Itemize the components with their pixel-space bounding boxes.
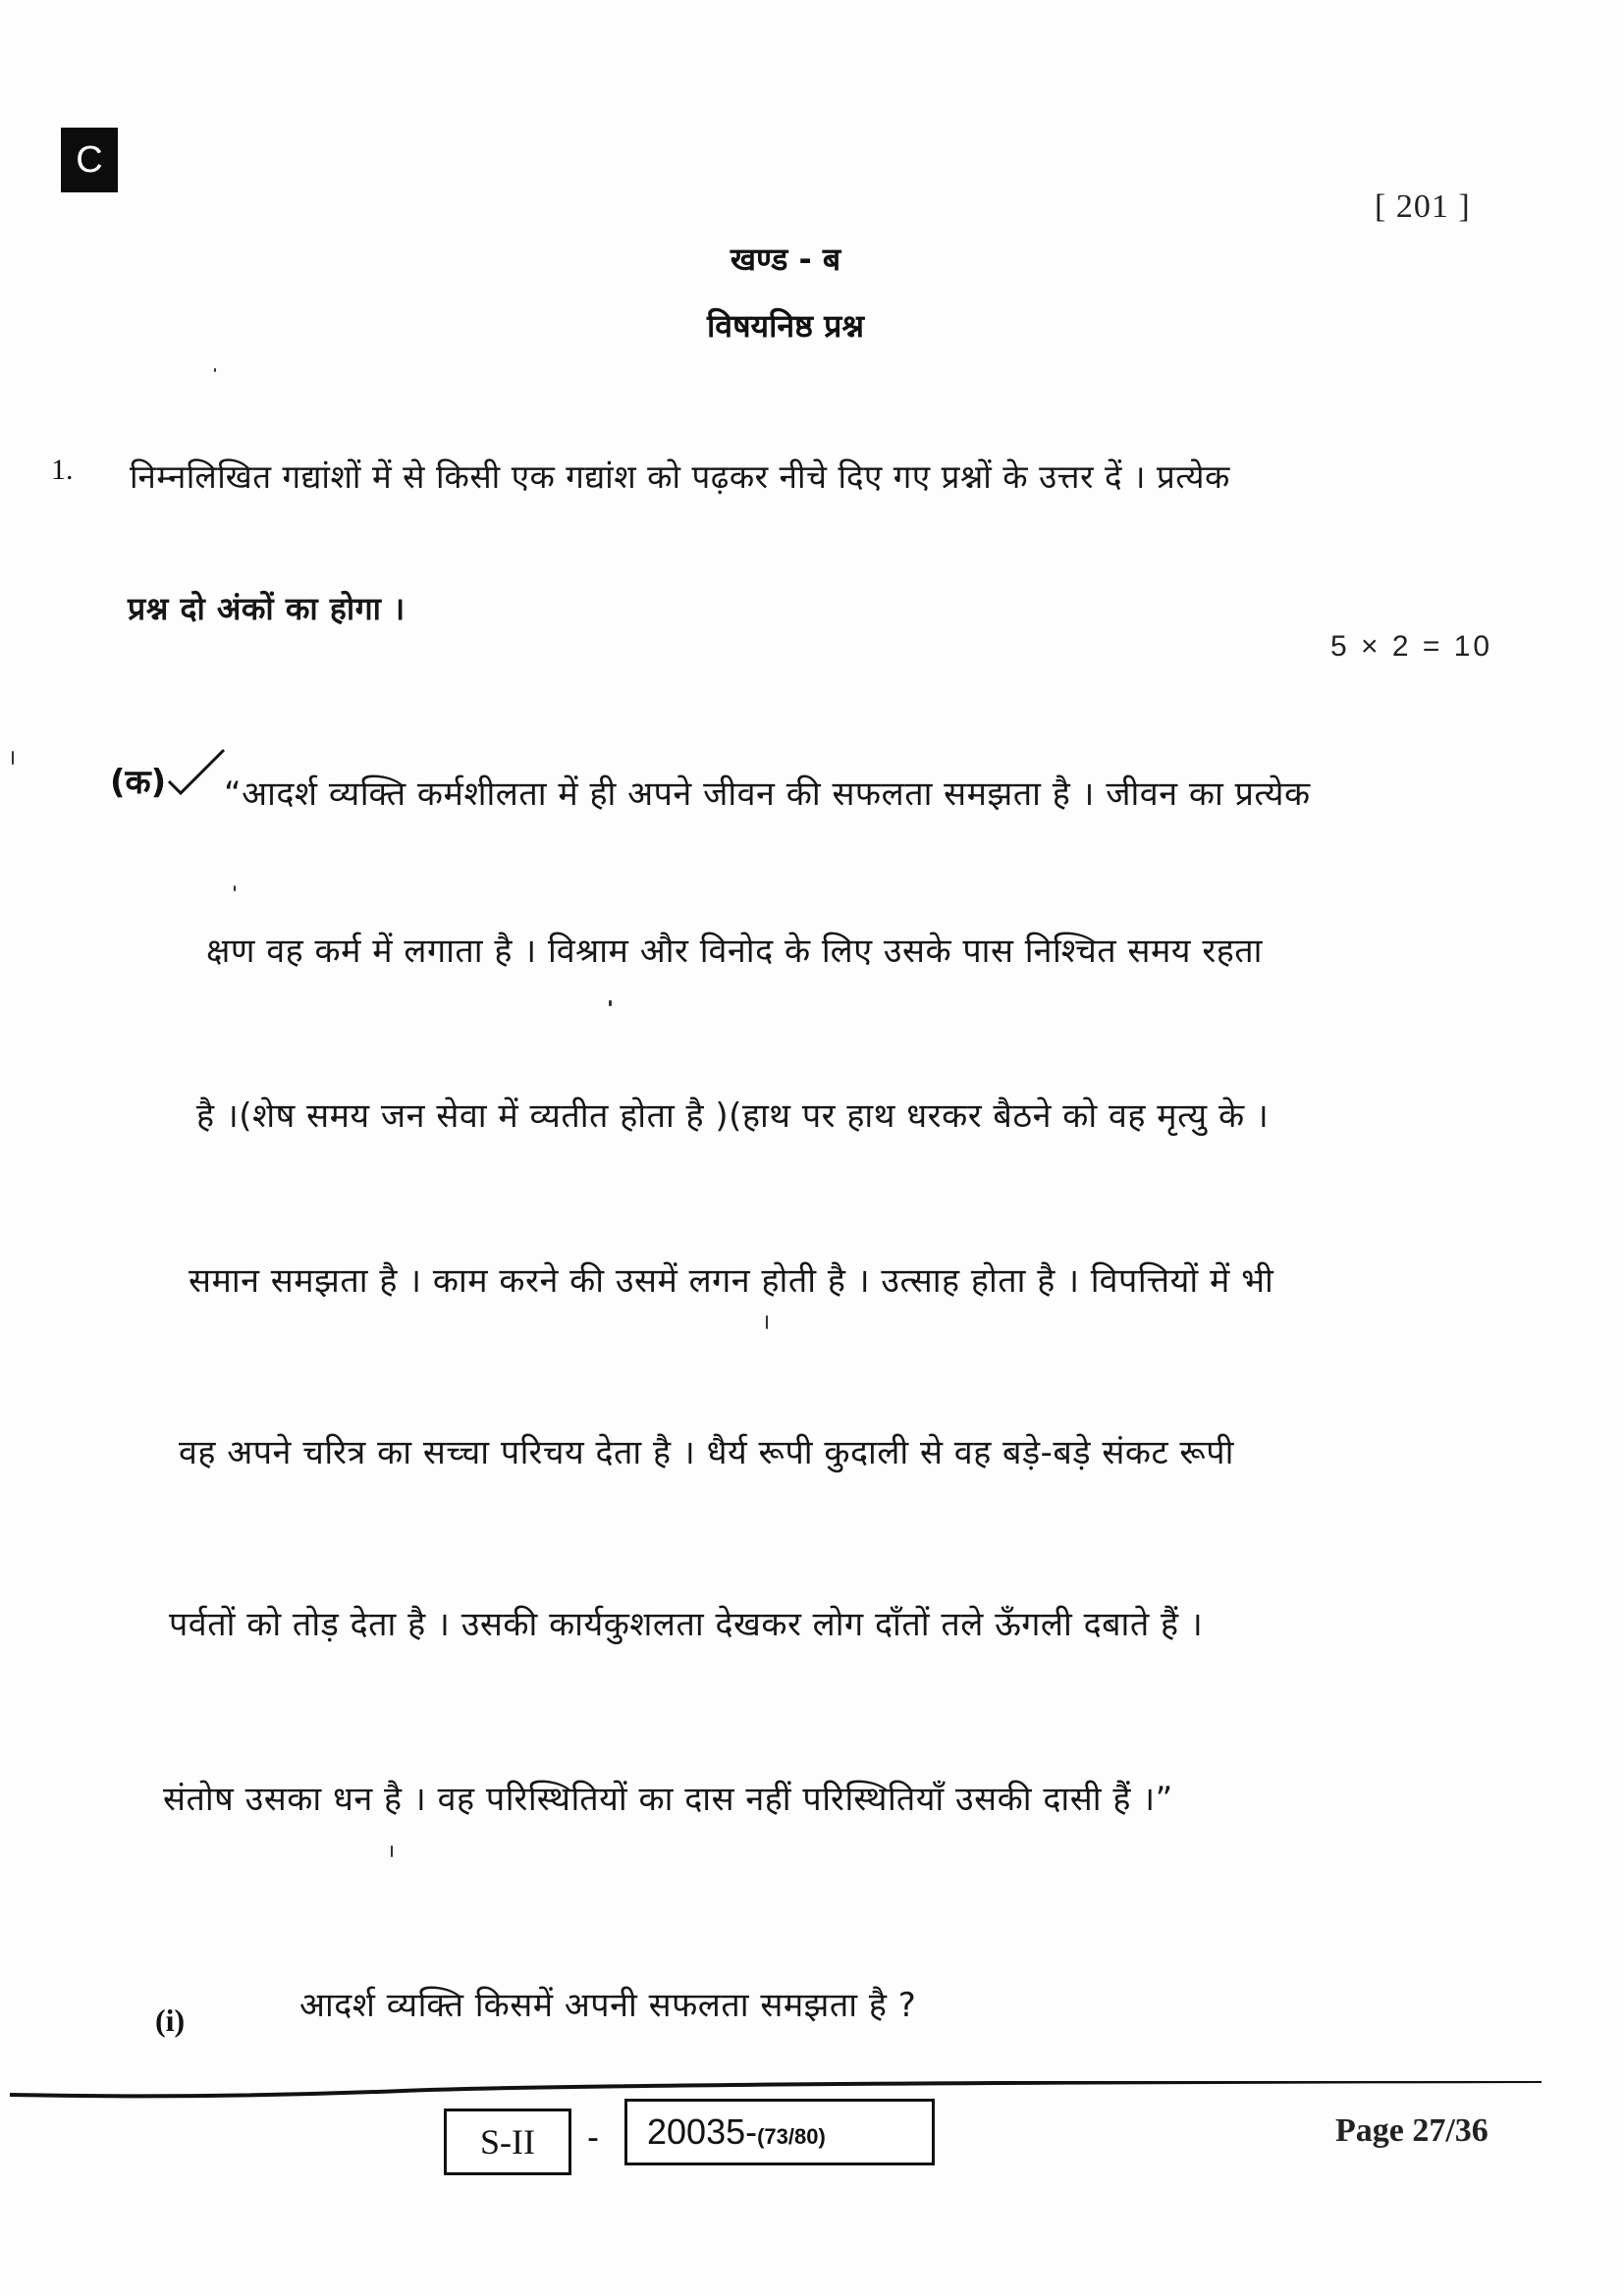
scan-speck	[12, 751, 14, 765]
section-subtitle: विषयनिष्ठ प्रश्न	[706, 307, 864, 345]
option-label-ka: (क)	[110, 763, 167, 802]
question-number: 1.	[51, 454, 74, 486]
check-mark-icon	[167, 748, 226, 797]
passage-line-1: “आदर्श व्यक्ति कर्मशीलता में ही अपने जीवन की सफलता समझता है । जीवन का प्रत्येक	[224, 774, 1311, 814]
instruction-line-2: प्रश्न दो अंकों का होगा ।	[128, 590, 406, 627]
paper-code-sub: (73/80)	[757, 2124, 826, 2149]
passage-line-5: वह अपने चरित्र का सच्चा परिचय देता है । धैर्य रूपी कुदाली से वह बड़े-बड़े संकट रूपी	[179, 1433, 1234, 1472]
series-box: S-II	[444, 2109, 571, 2175]
paper-code: [ 201 ]	[1375, 188, 1471, 225]
marks-allocation: 5 × 2 = 10	[1330, 630, 1493, 663]
passage-line-7: संतोष उसका धन है । वह परिस्थितियों का दास नहीं परिस्थितियाँ उसकी दासी हैं ।”	[163, 1780, 1173, 1819]
sub-question-text: आदर्श व्यक्ति किसमें अपनी सफलता समझता है ?	[299, 1986, 917, 2025]
scan-speck	[766, 1315, 768, 1329]
instruction-line-1: निम्नलिखित गद्यांशों में से किसी एक गद्यांश को पढ़कर नीचे दिए गए प्रश्नों के उत्तर दें । प्रत्येक	[130, 457, 1230, 496]
scan-speck	[609, 1000, 612, 1006]
paper-code-main: 20035-	[647, 2111, 758, 2152]
passage-line-2: क्षण वह कर्म में लगाता है । विश्राम और विनोद के लिए उसके पास निश्चित समय रहता	[206, 932, 1263, 971]
paper-code-box	[624, 2099, 935, 2165]
scan-speck	[214, 368, 216, 372]
passage-line-6: पर्वतों को तोड़ देता है । उसकी कार्यकुशलता देखकर लोग दाँतों तले ऊँगली दबाते हैं ।	[169, 1605, 1204, 1644]
passage-line-4: समान समझता है । काम करने की उसमें लगन होती है । उत्साह होता है । विपत्तियों में भी	[189, 1261, 1274, 1301]
section-title: खण्ड - ब	[730, 240, 841, 278]
page-number: Page 27/36	[1335, 2112, 1489, 2149]
scan-speck	[234, 885, 236, 891]
page-footer	[0, 2099, 1624, 2177]
corner-badge: C	[61, 128, 118, 192]
scan-speck	[391, 1845, 393, 1857]
sub-question-label: (i)	[155, 2002, 186, 2038]
footer-separator: -	[587, 2116, 599, 2157]
footer-divider	[10, 2081, 1542, 2101]
passage-line-3: है ।(शेष समय जन सेवा में व्यतीत होता है )(हाथ पर हाथ धरकर बैठने को वह मृत्यु के ।	[196, 1096, 1270, 1136]
